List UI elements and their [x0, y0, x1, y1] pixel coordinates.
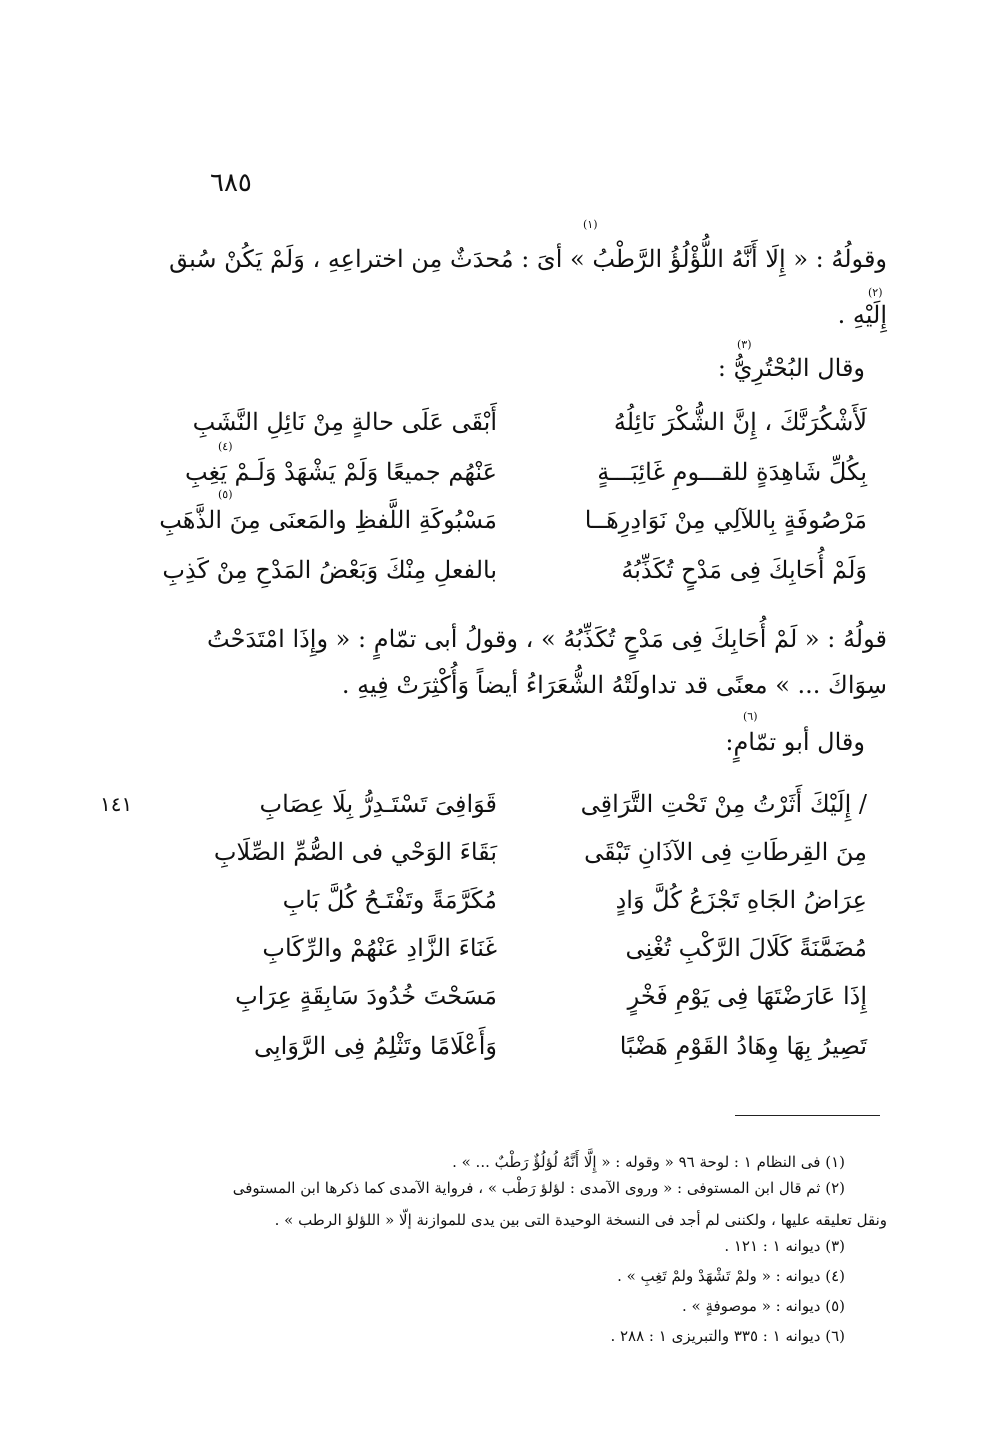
footnote-marker-4: (٤) [218, 440, 233, 453]
paragraph-2-line-2: سِوَاكَ ... » معنًى قد تداولَتْهُ الشُّعَرَاءُ أيضاً وَأُكْثِرَتْ فِيهِ . [341, 671, 887, 699]
footnote-2-line-1: (٢) ثم قال ابن المستوفى : « وروى الآمدى : لؤلؤ رَطْب » ، فرواية الآمدى كما ذكرها ابن المستوفى [232, 1179, 845, 1197]
verse-buhturi-3 [159, 500, 867, 544]
margin-page-reference: ١٤١ [100, 792, 133, 816]
verse-hemistich-1: إِذَا عَارَضْتَهَا فِى يَوْمِ فَخْرٍ [627, 982, 867, 1010]
verse-hemistich-1: مَرْصُوفَةٍ بِاللآلِي مِنْ نَوَادِرِهَــا [584, 506, 867, 534]
footnote-2-line-2: ونقل تعليقه عليها ، ولكننى لم أجد فى النسخة الوحيدة التى بين يدى للموازنة إلّا « اللؤلؤ الرطب » . [274, 1211, 887, 1229]
footnote-marker-3: (٣) [737, 338, 752, 351]
verse-hemistich-1: مُضَمَّنَةً كَلَالَ الرَّكْبِ تُغْنِى [625, 934, 867, 962]
verse-abu-tammam-2 [167, 832, 867, 876]
paragraph-1-line-1: وقولُهُ : « إِلَا أَنَّهُ اللُّؤْلُؤُ الرَّطْبُ » أىَ : مُحدَثٌ مِن اختراعِهِ ، وَلَمْ يَكُنْ سُبق [169, 245, 887, 273]
footnote-1: (١) فى النظام ١ : لوحة ٩٦ « وقوله : « إِلَّا أَنَّهُ لُؤلُؤٌ رَطْبٌ ... » . [452, 1153, 845, 1171]
verse-buhturi-1 [167, 402, 867, 446]
verse-hemistich-1: عِرَاضُ الجَاهِ تَجْزَعُ كُلَّ وَادٍ [615, 886, 867, 914]
verse-hemistich-1: تَصِيرُ بِهَا وِهَادُ القَوْمِ هَضْبًا [619, 1032, 867, 1060]
footnote-marker-2: (٢) [868, 286, 883, 299]
verse-hemistich-2: بَقَاءَ الوَحْي فى الصُّمِّ الصِّلَابِ [213, 838, 497, 866]
verse-abu-tammam-6 [167, 1026, 867, 1070]
paragraph-2-line-1: قولُهُ : « لَمْ أُحَابِكَ فِى مَدْحٍ تُكَذِّبُهُ » ، وقولُ أبى تمّامٍ : « وإِذَا امْتَدَحْتُ [207, 625, 887, 653]
footnote-separator [735, 1115, 880, 1116]
footnote-marker-1: (١) [583, 218, 598, 231]
verse-hemistich-1: بِكُلِّ شَاهِدَةٍ للقـــومِ غَائِبَـــةٍ [597, 458, 867, 486]
heading-abu-tammam: وقال أبو تمّامٍ: [725, 728, 865, 756]
footnote-5: (٥) ديوانه : « موصوفةٍ » . [681, 1297, 845, 1315]
verse-buhturi-2 [167, 452, 867, 496]
heading-buhturi: وقال البُحْتُرِيُّ : [717, 354, 865, 382]
verse-hemistich-2: غَنَاءَ الزَّادِ عَنْهُمْ والرِّكَابِ [262, 934, 497, 962]
verse-hemistich-1: وَلَمْ أُحَابِكَ فِى مَدْحٍ تُكَذِّبُهُ [621, 556, 867, 584]
verse-abu-tammam-3 [167, 880, 867, 924]
paragraph-1-line-2: إِلَيْهِ . [837, 301, 887, 329]
verse-abu-tammam-4 [167, 928, 867, 972]
footnote-marker-6: (٦) [743, 710, 758, 723]
verse-hemistich-2: مَسْبُوكَةِ اللَّفظِ والمَعنَى مِنَ الذَّهَبِ [159, 506, 497, 534]
footnote-4: (٤) ديوانه : « ولمْ تَشْهَدْ ولمْ تَغِبِ » . [617, 1267, 845, 1285]
verse-hemistich-1: مِنَ القِرطَاتِ فِى الآذَانِ تَبْقَى [584, 838, 867, 866]
verse-hemistich-2: بالفعلِ مِنْكَ وَبَعْضُ المَدْحِ مِنْ كَذِبِ [162, 556, 497, 584]
verse-hemistich-2: وَأَعْلَامًا وتَثْلِمُ فِى الرَّوَابِى [253, 1032, 497, 1060]
footnote-6: (٦) ديوانه ١ : ٣٣٥ والتبريزى ١ : ٢٨٨ . [610, 1327, 845, 1345]
verse-hemistich-2: أَبْقَى عَلَى حالةٍ مِنْ نَائِلِ النَّشَبِ [192, 408, 497, 436]
verse-buhturi-4 [162, 550, 867, 594]
verse-hemistich-2: قَوَافِىَ تَسْتَـدِرُّ بِلَا عِصَابِ [259, 790, 497, 818]
verse-hemistich-2: مُكَرَّمَةً وتَفْتَـحُ كُلَّ بَابِ [282, 886, 497, 914]
verse-hemistich-1: لَأَشْكُرَنَّكَ ، إِنَّ الشُّكْرَ نَائِلُهُ [613, 408, 867, 436]
verse-abu-tammam-5 [167, 976, 867, 1020]
page-number: ٦٨٥ [210, 168, 252, 198]
footnote-marker-5: (٥) [218, 488, 233, 501]
verse-hemistich-2: عَنْهُم جميعًا وَلَمْ يَشْهَدْ وَلَـمْ يَغِبِ [185, 458, 497, 486]
verse-hemistich-1: / إِلَيْكَ أَثَرْتُ مِنْ تَحْتِ التَّرَاقِى [580, 790, 867, 818]
verse-hemistich-2: مَسَحْتَ خُدُودَ سَابِقَةٍ عِرَابِ [235, 982, 497, 1010]
verse-abu-tammam-1 [167, 784, 867, 828]
footnote-3: (٣) ديوانه ١ : ١٢١ . [724, 1237, 845, 1255]
